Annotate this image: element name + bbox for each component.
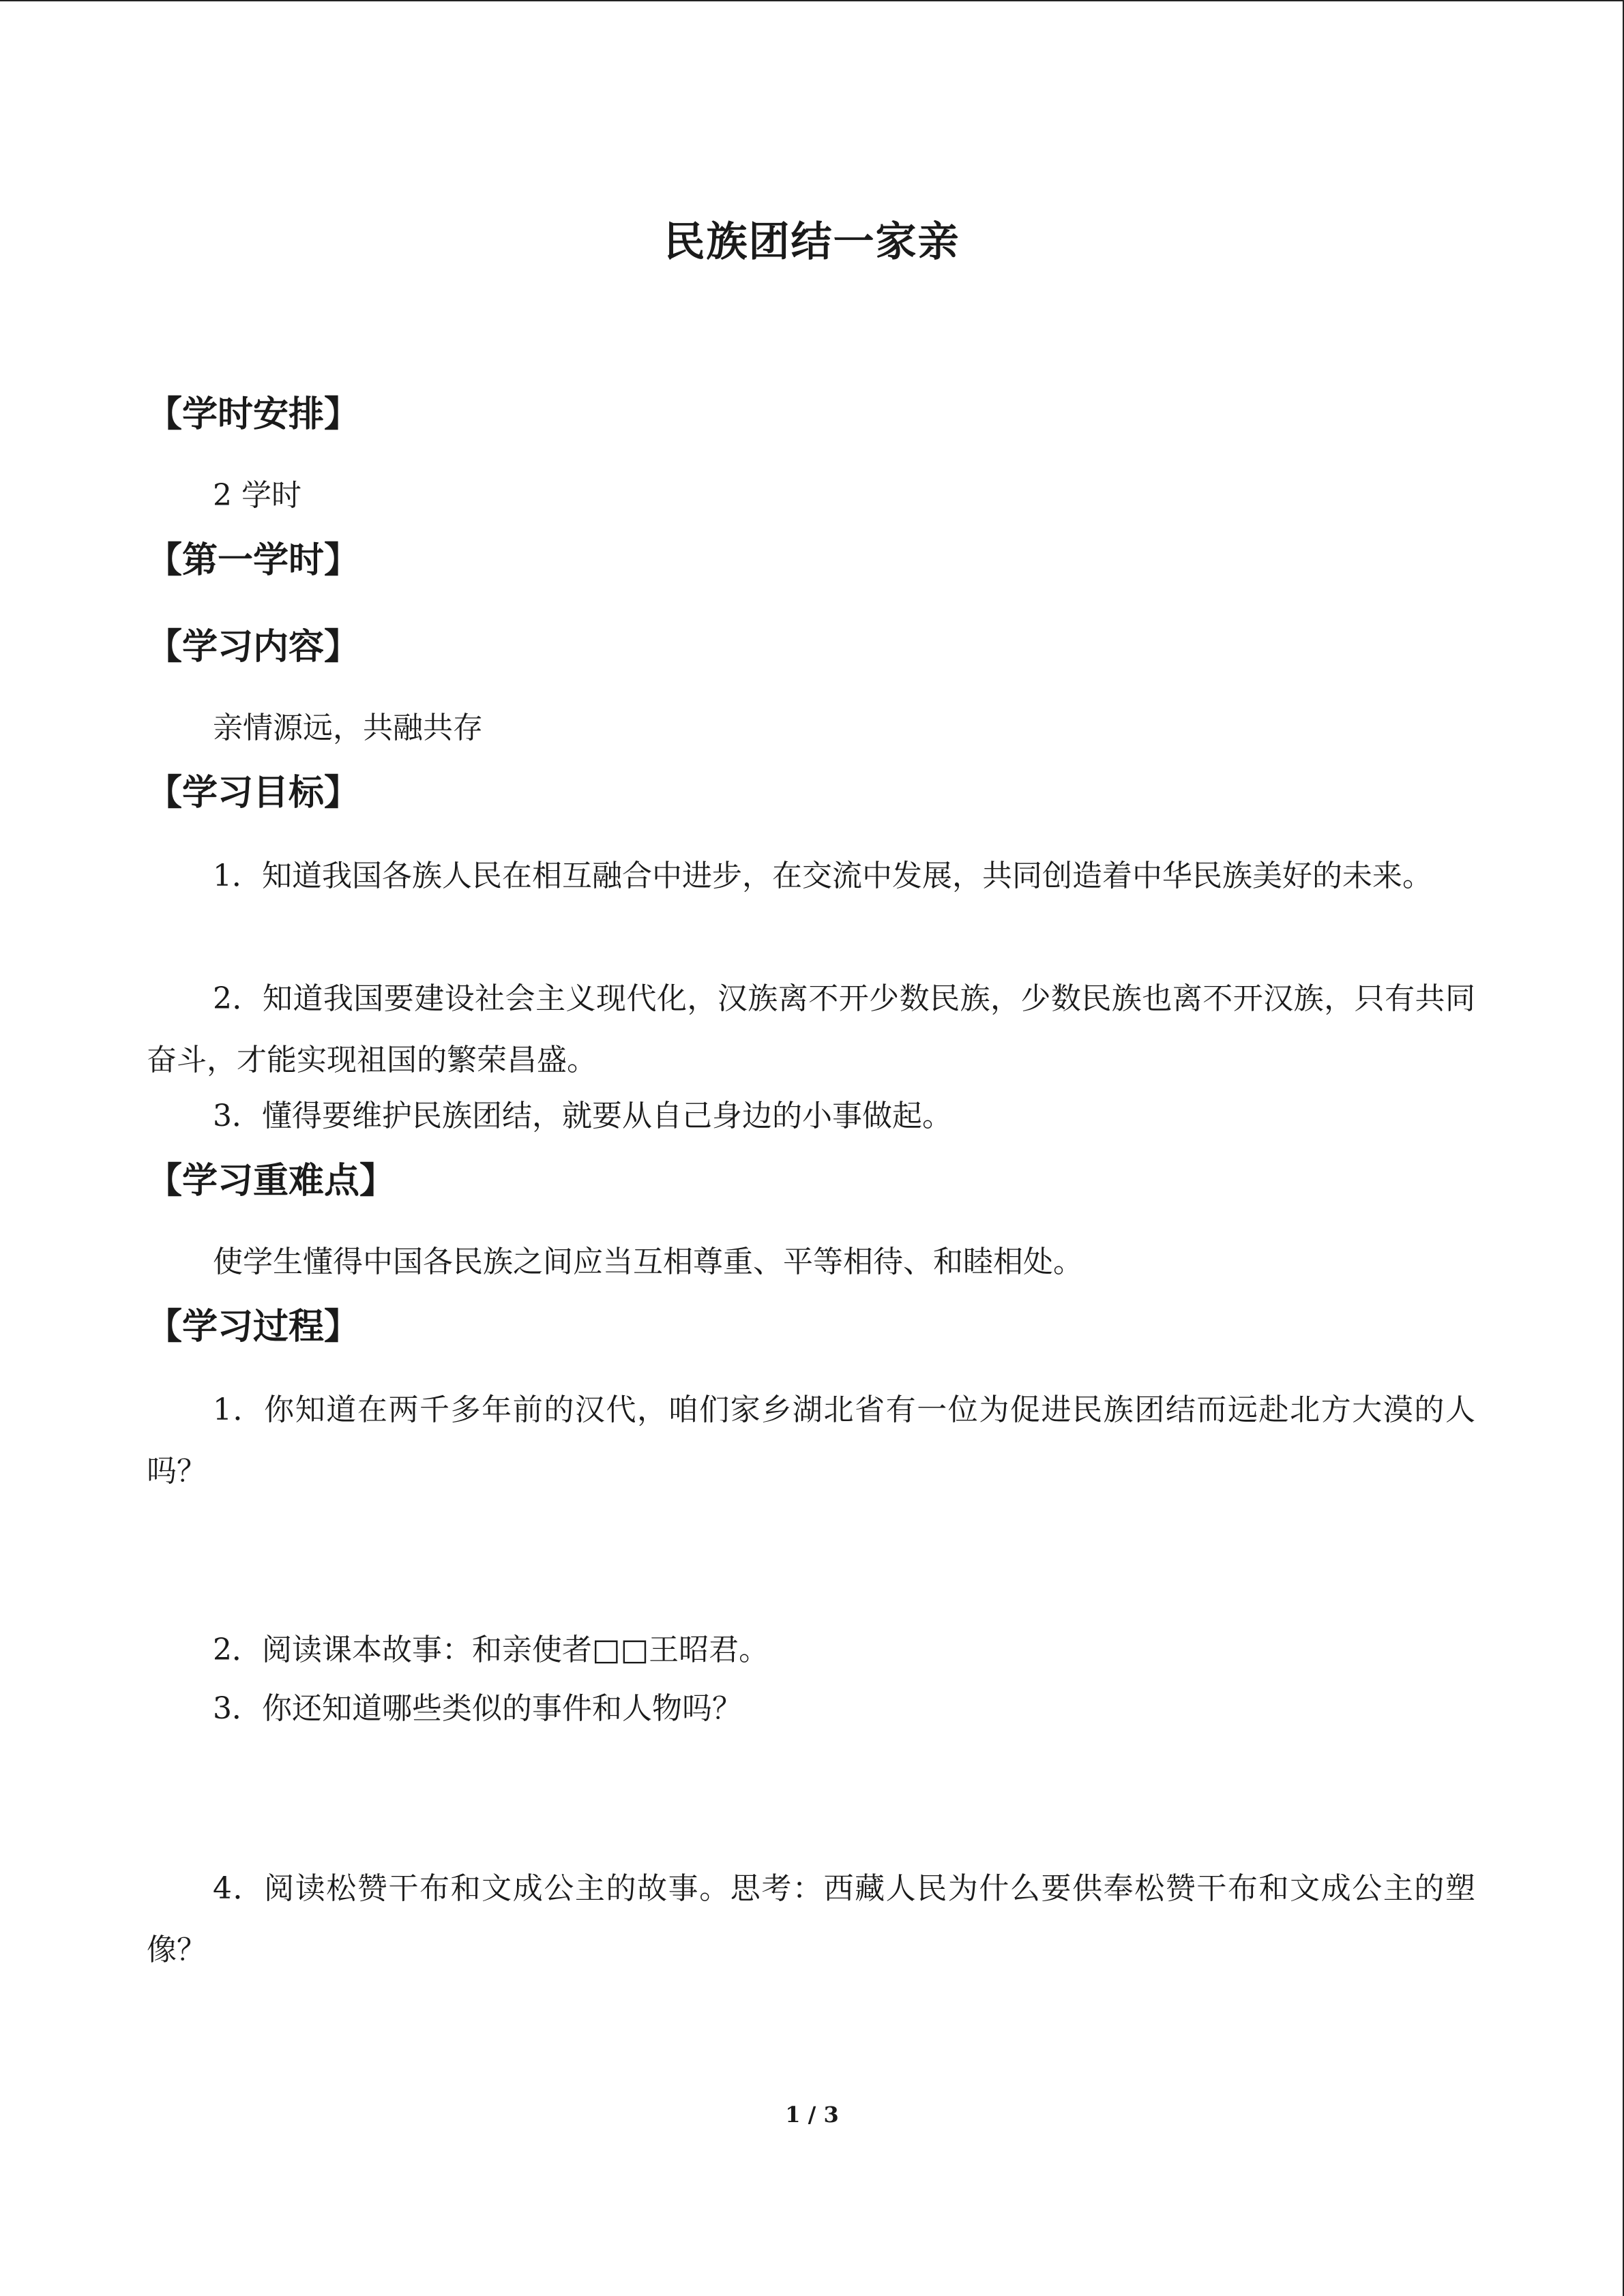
goal-item-3: 3．懂得要维护民族团结，就要从自己身边的小事做起。 <box>213 1099 952 1133</box>
page-number: 1 / 3 <box>785 2102 839 2128</box>
goal-item-2: 2．知道我国要建设社会主义现代化，汉族离不开少数民族，少数民族也离不开汉族，只有共同奋斗，才能实现祖国的繁荣昌盛。 <box>147 981 1475 1077</box>
content-heading: 【学习内容】 <box>147 627 360 668</box>
document-title: 民族团结一家亲 <box>664 218 960 266</box>
schedule-heading: 【学时安排】 <box>147 394 360 435</box>
process-heading: 【学习过程】 <box>147 1307 360 1347</box>
process-item-1: 1．你知道在两千多年前的汉代，咱们家乡湖北省有一位为促进民族团结而远赴北方大漠的人吗？ <box>147 1392 1475 1489</box>
goal-item-1: 1．知道我国各族人民在相互融合中进步，在交流中发展，共同创造着中华民族美好的未来。 <box>213 859 1432 893</box>
goals-heading: 【学习目标】 <box>147 773 360 814</box>
first-period-heading: 【第一学时】 <box>147 540 360 581</box>
schedule-text: 2 学时 <box>213 478 301 513</box>
process-item-4: 4．阅读松赞干布和文成公主的故事。思考：西藏人民为什么要供奉松赞干布和文成公主的塑像？ <box>147 1871 1475 1967</box>
key-points-heading: 【学习重难点】 <box>147 1161 396 1202</box>
process-item-3: 3．你还知道哪些类似的事件和人物吗？ <box>213 1691 742 1726</box>
key-points-text: 使学生懂得中国各民族之间应当互相尊重、平等相待、和睦相处。 <box>213 1244 1083 1279</box>
process-item-2: 2．阅读课本故事：和亲使者□□王昭君。 <box>213 1632 769 1667</box>
content-text: 亲情源远，共融共存 <box>213 711 483 745</box>
